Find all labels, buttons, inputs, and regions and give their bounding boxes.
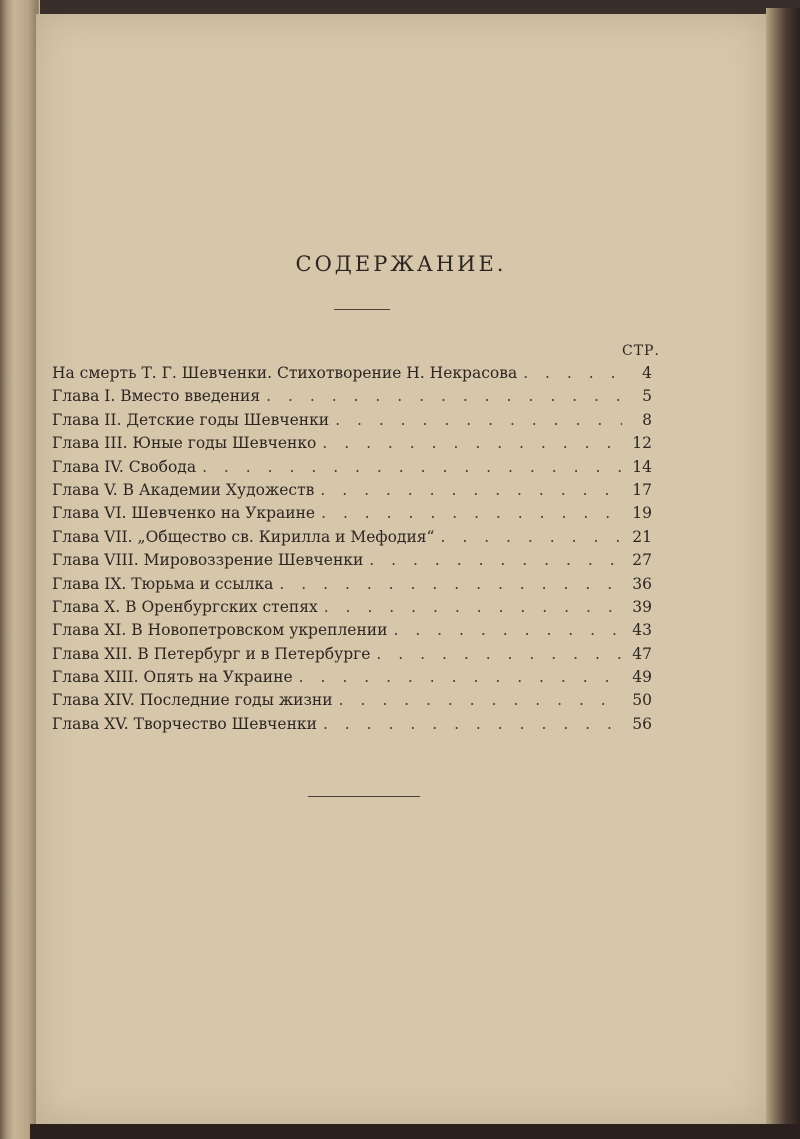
- toc-entry-label: Глава IX. Тюрьма и ссылка: [52, 574, 274, 593]
- toc-entry: [52, 456, 652, 479]
- toc-entry-page: 56: [632, 714, 652, 733]
- toc-entry-page: 27: [632, 551, 652, 570]
- end-divider: [308, 796, 420, 797]
- dot-leader: [299, 666, 622, 689]
- toc-entry-page: 14: [632, 457, 652, 476]
- toc-entry: [52, 596, 652, 619]
- toc-entry: [52, 666, 652, 689]
- toc-entry-page: 50: [632, 691, 652, 710]
- toc-entry-label: Глава VI. Шевченко на Украине: [52, 504, 316, 523]
- dot-leader: [440, 526, 622, 549]
- toc-entry-label: Глава IV. Свобода: [52, 457, 197, 476]
- page-column-label: СТР.: [622, 343, 660, 359]
- toc-entry: [52, 643, 652, 666]
- toc-entry: [52, 689, 652, 712]
- toc-entry-page: 17: [632, 480, 652, 499]
- toc-entry-page: 49: [632, 668, 652, 687]
- page-title: СОДЕРЖАНИЕ.: [295, 252, 507, 276]
- toc-entry-page: 12: [632, 434, 652, 453]
- dot-leader: [323, 713, 622, 736]
- toc-entry: [52, 385, 652, 408]
- dot-leader: [322, 432, 622, 455]
- book-edge: [766, 8, 800, 1139]
- toc-entry: [52, 549, 652, 572]
- toc-entry-label: Глава III. Юные годы Шевченко: [52, 434, 317, 453]
- toc-entry: [52, 713, 652, 736]
- toc-entry-page: 36: [632, 574, 652, 593]
- toc-entry-page: 19: [632, 504, 652, 523]
- toc-entry-page: 5: [642, 387, 652, 406]
- dot-leader: [266, 385, 622, 408]
- toc-entry-label: Глава XIV. Последние годы жизни: [52, 691, 333, 710]
- toc-entry-label: Глава XV. Творчество Шевченки: [52, 714, 317, 733]
- toc-entry: [52, 619, 652, 642]
- table-of-contents: [52, 362, 652, 736]
- toc-entry-label: Глава XII. В Петербург и в Петербурге: [52, 644, 371, 663]
- toc-entry-label: Глава VII. „Общество св. Кирилла и Мефодия“: [52, 527, 435, 546]
- toc-entry-label: Глава XIII. Опять на Украине: [52, 668, 293, 687]
- toc-entry-page: 21: [632, 527, 652, 546]
- dot-leader: [523, 362, 622, 385]
- dot-leader: [369, 549, 622, 572]
- toc-entry: [52, 479, 652, 502]
- dot-leader: [393, 619, 622, 642]
- toc-entry-label: Глава V. В Академии Художеств: [52, 480, 315, 499]
- toc-entry: [52, 432, 652, 455]
- toc-entry: [52, 502, 652, 525]
- dot-leader: [279, 573, 622, 596]
- toc-entry-page: 8: [642, 410, 652, 429]
- dot-leader: [320, 479, 622, 502]
- dot-leader: [339, 689, 622, 712]
- dot-leader: [324, 596, 622, 619]
- toc-entry-label: Глава XI. В Новопетровском укреплении: [52, 621, 388, 640]
- toc-entry: [52, 526, 652, 549]
- toc-entry-page: 4: [642, 364, 652, 382]
- book-bottom-edge: [30, 1124, 800, 1139]
- title-divider: [334, 309, 390, 310]
- toc-entry: [52, 362, 652, 385]
- toc-entry-label: Глава I. Вместо введения: [52, 387, 261, 406]
- toc-entry-page: 47: [632, 644, 652, 663]
- toc-entry-page: 39: [632, 597, 652, 616]
- dot-leader: [335, 409, 622, 432]
- toc-entry-label: Глава X. В Оренбургских степях: [52, 597, 318, 616]
- toc-entry: [52, 409, 652, 432]
- toc-entry-page: 43: [632, 621, 652, 640]
- toc-entry-label: На смерть Т. Г. Шевченки. Стихотворение Н. Некрасова: [52, 364, 518, 382]
- toc-entry: [52, 573, 652, 596]
- dot-leader: [321, 502, 622, 525]
- dot-leader: [376, 643, 622, 666]
- dot-leader: [202, 456, 622, 479]
- toc-entry-label: Глава II. Детские годы Шевченки: [52, 410, 330, 429]
- book-spine: [0, 0, 40, 1139]
- toc-entry-label: Глава VIII. Мировоззрение Шевченки: [52, 551, 364, 570]
